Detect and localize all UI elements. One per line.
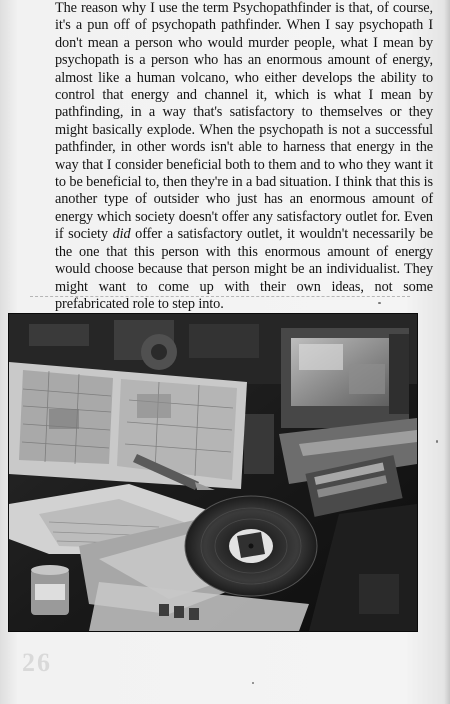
text-separator [30, 296, 410, 297]
page-edge-shadow [444, 0, 450, 704]
print-speck [378, 302, 381, 304]
article-paragraph [55, 0, 433, 313]
print-speck [252, 682, 254, 684]
faint-page-number: 26 [22, 648, 52, 677]
photo-illustration [9, 314, 417, 631]
paragraph-text-end: offer a satisfactory outlet, it wouldn't necessarily be the one that this person with this enormous amount of energy would choose because that person might be an individualist. They might want to come up with their own ideas, not some prefabricated role to step into. [55, 226, 434, 312]
photo-desk-with-maps-and-record [8, 313, 418, 632]
paragraph-text-start: The reason why I use the term Psychopathfinder is that, of course, it's a pun off of psychopath pathfinder. When I say psychopath I don't mean a person who would murder people, what I mean by psychopath is a person who has an enormous amount of energy, almost like a human volcano, who either develops the ability to control that energy and channel it, which is what I mean by pathfinding, in a way that's satisfactory to themselves or they might basically explode. When the psychopath is not a successful pathfinder, in other words isn't able to harness that energy in the way that I consider beneficial both to them and to who they want it to be beneficial to, then they're in a bad situation. I think that this is another type of outsider who just has an enormous amount of energy which society doesn't offer any satisfactory outlet for. Even if society [55, 0, 433, 243]
print-speck [436, 440, 438, 443]
italic-emphasis: did [112, 226, 131, 243]
